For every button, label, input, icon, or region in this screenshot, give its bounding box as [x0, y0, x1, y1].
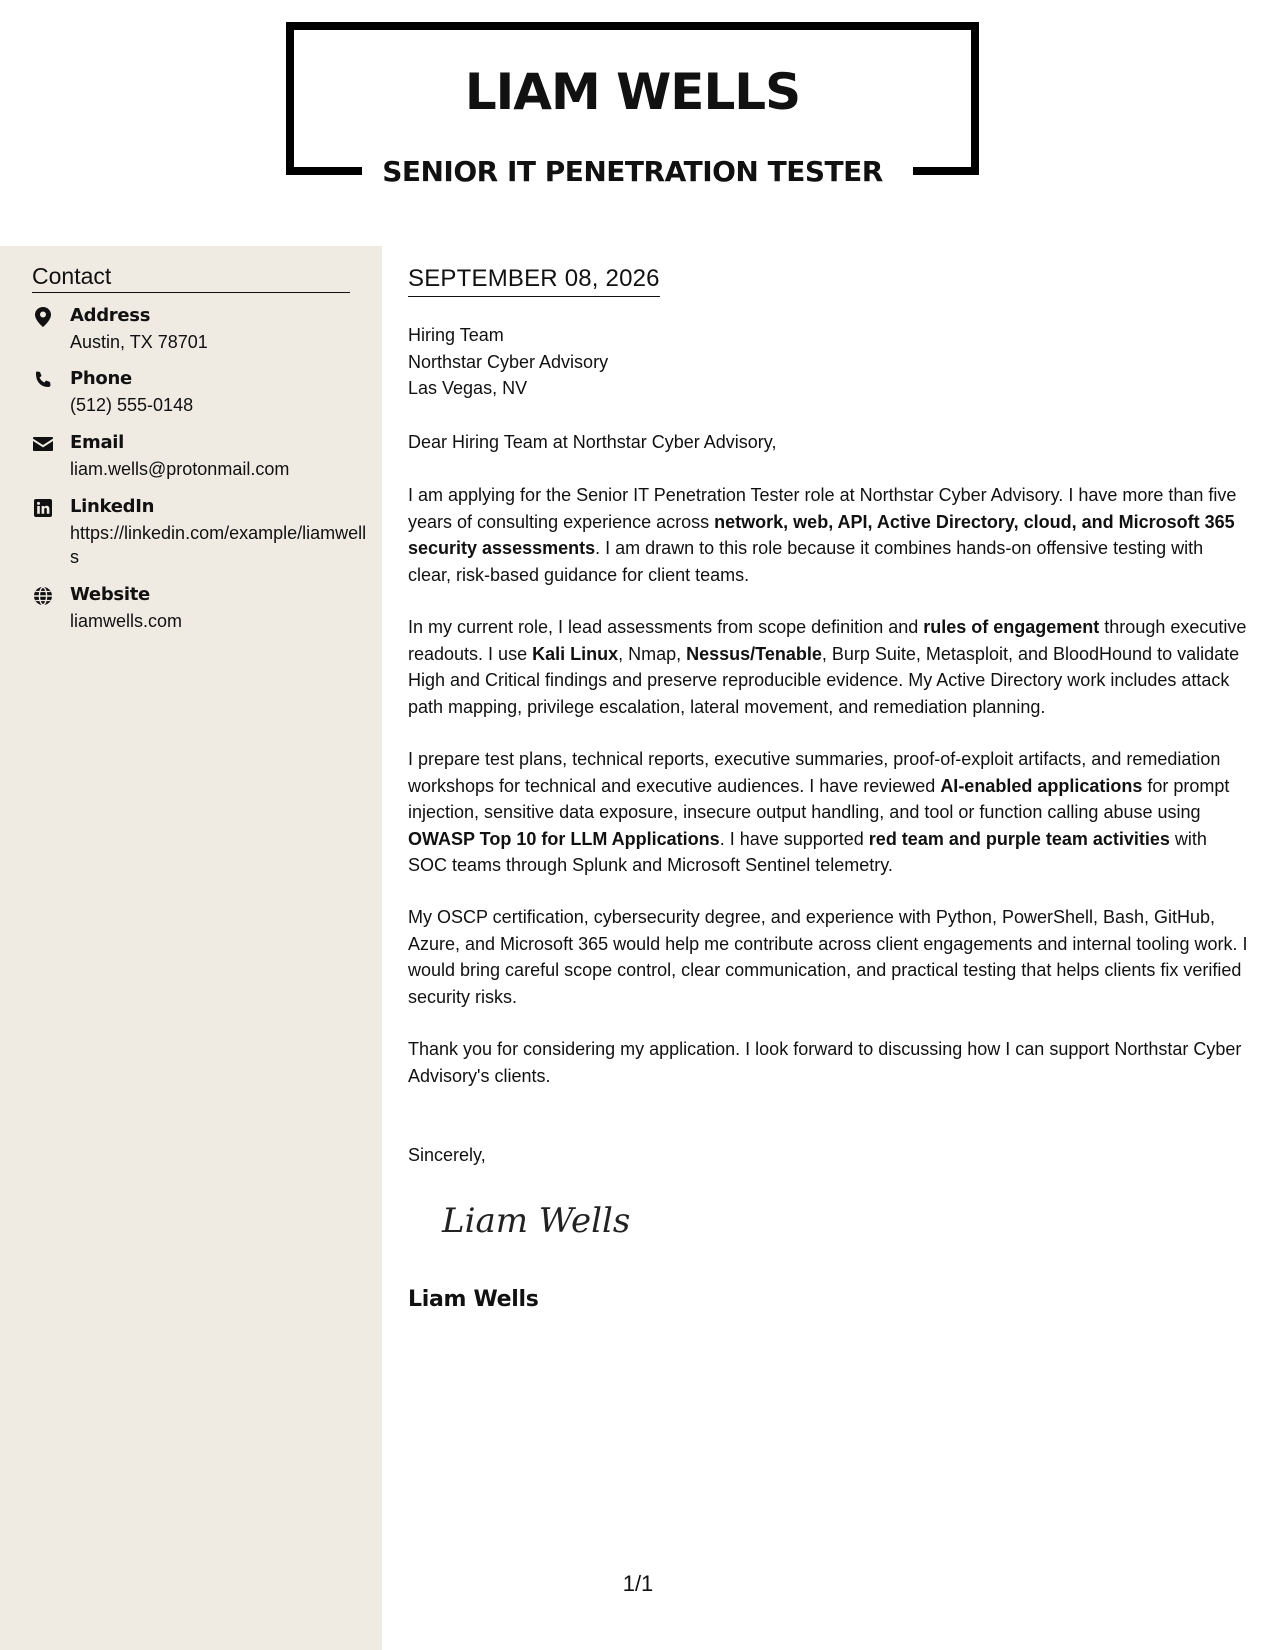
contact-value: (512) 555-0148	[70, 395, 194, 415]
signature-text: Liam Wells	[442, 1201, 631, 1241]
bold-run: Kali Linux	[532, 643, 619, 664]
text-run: I prepare test plans, technical reports, executive summaries, proof-of-exploit artifacts, and remediation workshops for technical and executive audiences. I have reviewed	[408, 749, 1221, 796]
contact-label: LinkedIn	[70, 496, 155, 517]
bold-run: red team and purple team activities	[868, 828, 1170, 849]
closing: Sincerely,	[408, 1145, 486, 1165]
envelope-icon	[32, 433, 54, 455]
text-run: In my current role, I lead assessments from scope definition and	[408, 617, 924, 637]
letter-date: SEPTEMBER 08, 2026	[408, 264, 660, 297]
recipient-line: Hiring Team	[408, 325, 504, 345]
globe-icon	[32, 585, 54, 607]
contact-label: Website	[70, 584, 150, 605]
body-paragraph	[408, 746, 1248, 879]
contact-label: Phone	[70, 368, 132, 389]
recipient-line: Las Vegas, NV	[408, 378, 528, 398]
text-run: , Nmap,	[618, 643, 687, 664]
text-run: with SOC teams through Splunk and Microsoft Sentinel telemetry.	[408, 828, 1207, 875]
bold-run: OWASP Top 10 for LLM Applications	[408, 828, 720, 849]
phone-icon	[32, 369, 54, 391]
body-paragraph	[408, 482, 1248, 588]
text-run: My OSCP certification, cybersecurity degree, and experience with Python, PowerShell, Bash, GitHub, Azure, and Microsoft 365 would help me contribute across client engagements and internal tooling work. I would bring careful scope control, clear communication, and practical testing that helps clients fix verified security risks.	[408, 907, 1248, 1007]
body-paragraph	[408, 614, 1248, 720]
page-number: 1/1	[622, 1571, 654, 1596]
job-title: SENIOR IT PENETRATION TESTER	[382, 155, 883, 188]
contact-value[interactable]: liamwells.com	[70, 611, 183, 631]
contact-value: Austin, TX 78701	[70, 332, 208, 352]
recipient-block	[408, 322, 1248, 402]
body-paragraph	[408, 904, 1248, 1010]
signature	[440, 1196, 640, 1246]
contact-label: Email	[70, 432, 125, 453]
contact-value[interactable]: liam.wells@protonmail.com	[70, 459, 290, 479]
bold-run: AI-enabled applications	[940, 775, 1143, 796]
bold-run: network, web, API, Active Directory, cloud, and Microsoft 365 security assessments	[408, 511, 1235, 558]
text-run: through executive readouts. I use	[408, 617, 1247, 664]
text-run: . I have supported	[719, 828, 869, 849]
salutation: Dear Hiring Team at Northstar Cyber Advisory,	[408, 432, 777, 452]
bold-run: Nessus/Tenable	[686, 643, 822, 664]
contact-value[interactable]: https://linkedin.com/example/liamwells	[70, 523, 367, 567]
body-paragraph	[408, 1036, 1248, 1089]
contact-label: Address	[70, 305, 151, 326]
text-run: for prompt injection, sensitive data exposure, insecure output handling, and tool or function calling abuse using	[408, 775, 1230, 822]
signer-name: Liam Wells	[408, 1287, 539, 1312]
text-run: Thank you for considering my application. I look forward to discussing how I can support Northstar Cyber Advisory's clients.	[408, 1039, 1242, 1086]
linkedin-icon	[32, 497, 54, 519]
map-pin-icon	[32, 306, 54, 328]
applicant-name: LIAM WELLS	[464, 63, 801, 121]
text-run: . I am drawn to this role because it combines hands-on offensive testing with clear, risk-based guidance for client teams.	[408, 538, 1204, 585]
text-run: I am applying for the Senior IT Penetration Tester role at Northstar Cyber Advisory. I have more than five years of consulting experience across	[408, 485, 1237, 532]
contact-heading: Contact	[32, 262, 350, 293]
bold-run: rules of engagement	[923, 617, 1100, 637]
recipient-line: Northstar Cyber Advisory	[408, 351, 609, 372]
text-run: , Burp Suite, Metasploit, and BloodHound to validate High and Critical findings and preserve reproducible evidence. My Active Directory work includes attack path mapping, privilege escalation, lateral movement, and remediation planning.	[408, 643, 1240, 717]
